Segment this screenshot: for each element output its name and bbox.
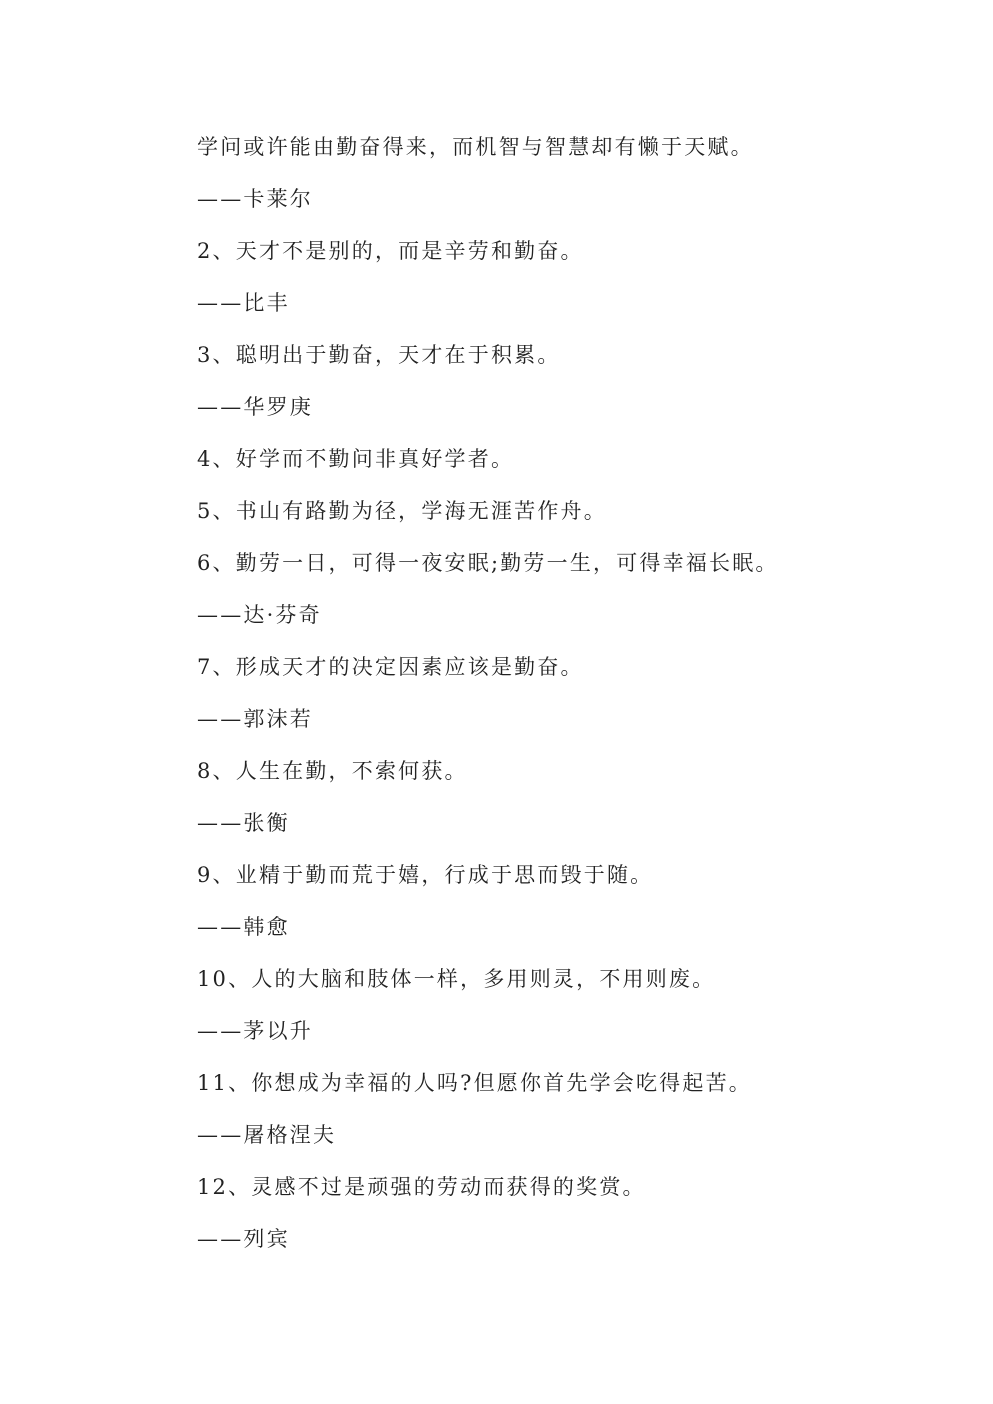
quote-author: ——华罗庚 [197,395,313,419]
quote-author: ——达·芬奇 [197,603,322,627]
quote-author: ——茅以升 [197,1019,313,1043]
quote-author: ——郭沫若 [197,707,313,731]
quote-text: 11、你想成为幸福的人吗?但愿你首先学会吃得起苦。 [197,1071,752,1095]
quote-text: 学问或许能由勤奋得来，而机智与智慧却有懒于天赋。 [197,135,754,159]
quote-author: ——列宾 [197,1227,290,1251]
quote-text: 6、勤劳一日，可得一夜安眠;勤劳一生，可得幸福长眠。 [197,551,779,575]
quote-text: 3、聪明出于勤奋，天才在于积累。 [197,343,561,367]
quote-author: ——卡莱尔 [197,187,313,211]
quote-text: 12、灵感不过是顽强的劳动而获得的奖赏。 [197,1175,646,1199]
quote-author: ——韩愈 [197,915,290,939]
quote-text: 4、好学而不勤问非真好学者。 [197,447,515,471]
quote-text: 7、形成天才的决定因素应该是勤奋。 [197,655,584,679]
quote-text: 10、人的大脑和肢体一样，多用则灵，不用则废。 [197,967,716,991]
quote-text: 9、业精于勤而荒于嬉，行成于思而毁于随。 [197,863,654,887]
quote-text: 5、书山有路勤为径，学海无涯苦作舟。 [197,499,607,523]
quote-text: 2、天才不是别的，而是辛劳和勤奋。 [197,239,584,263]
quote-author: ——比丰 [197,291,290,315]
quote-text: 8、人生在勤，不索何获。 [197,759,468,783]
quote-list [197,130,897,1274]
quote-author: ——屠格涅夫 [197,1123,337,1147]
quote-author: ——张衡 [197,811,290,835]
